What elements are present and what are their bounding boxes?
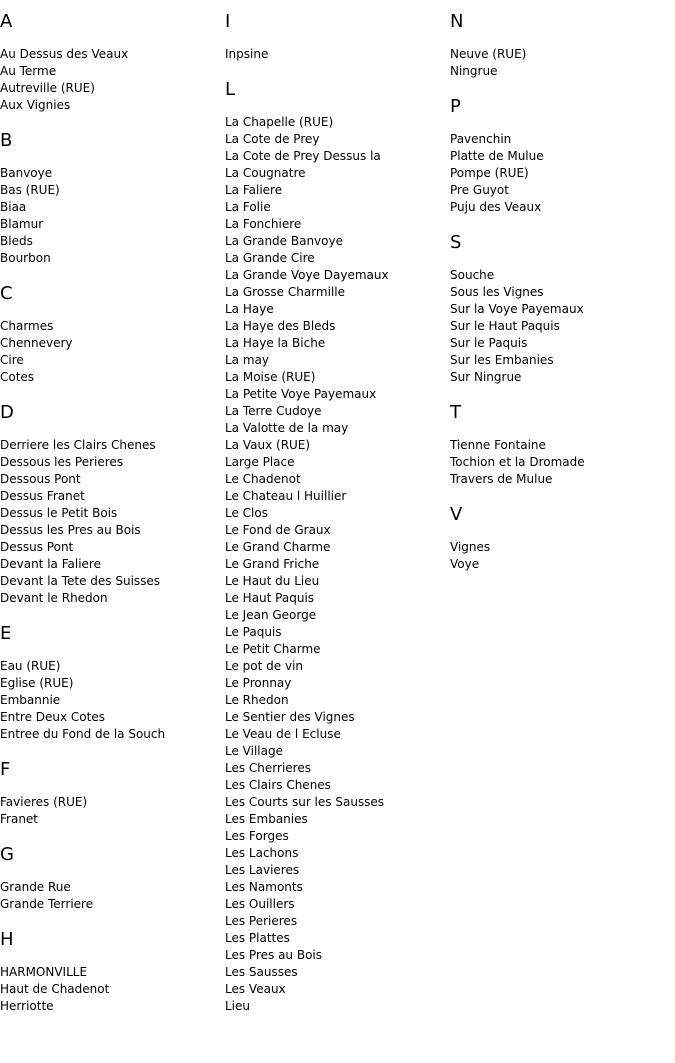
list-item: Tienne Fontaine (450, 438, 546, 452)
list-item: Les Veaux (225, 982, 286, 996)
list-item: Large Place (225, 455, 295, 469)
list-item: Herriotte (0, 999, 54, 1013)
list-item: Bourbon (0, 251, 51, 265)
list-item: Souche (450, 268, 495, 282)
list-item: Dessus le Petit Bois (0, 506, 118, 520)
list-item: Neuve (RUE) (450, 47, 527, 61)
list-item: Blamur (0, 217, 44, 231)
list-item: La Moise (RUE) (225, 370, 316, 384)
list-item: Le Haut Paquis (225, 591, 315, 605)
section-letter-heading: F (0, 759, 11, 780)
list-item: La may (225, 353, 269, 367)
list-item: Les Namonts (225, 880, 303, 894)
list-item: Devant la Faliere (0, 557, 101, 571)
list-item: Travers de Mulue (450, 472, 553, 486)
list-item: Bas (RUE) (0, 183, 60, 197)
list-item: Biaa (0, 200, 27, 214)
entry-list (0, 437, 222, 607)
list-item: Les Perieres (225, 914, 298, 928)
entry-list (0, 165, 222, 267)
entry-list (0, 879, 222, 913)
entry-list (450, 131, 672, 216)
list-item: La Grande Banvoye (225, 234, 343, 248)
entry-list (450, 437, 672, 488)
list-item: Le Haut du Lieu (225, 574, 320, 588)
list-item: Dessous les Perieres (0, 455, 124, 469)
list-item: Franet (0, 812, 39, 826)
list-item: Le Pronnay (225, 676, 292, 690)
list-item: La Cote de Prey Dessus la (225, 149, 381, 163)
list-item: La Haye (225, 302, 274, 316)
list-item: Les Lavieres (225, 863, 300, 877)
letter-section (450, 96, 672, 216)
entry-list (0, 46, 222, 114)
list-item: La Faliere (225, 183, 283, 197)
list-item: Sur la Voye Payemaux (450, 302, 584, 316)
list-item: La Haye des Bleds (225, 319, 336, 333)
list-item: Dessus Pont (0, 540, 74, 554)
letter-section (225, 11, 447, 63)
column-1 (0, 11, 222, 1031)
list-item: Sur Ningrue (450, 370, 522, 384)
list-item: HARMONVILLE (0, 965, 88, 979)
column-2 (225, 11, 447, 1031)
entry-list (225, 114, 447, 1015)
list-item: Haut de Chadenot (0, 982, 110, 996)
entry-list (0, 318, 222, 386)
column-3 (450, 11, 672, 589)
letter-section (0, 130, 222, 267)
list-item: Voye (450, 557, 480, 571)
list-item: La Cote de Prey (225, 132, 320, 146)
list-item: Le Paquis (225, 625, 282, 639)
list-item: La Grosse Charmille (225, 285, 345, 299)
list-item: Devant la Tete des Suisses (0, 574, 161, 588)
list-item: Pavenchin (450, 132, 512, 146)
list-item: Au Terme (0, 64, 57, 78)
list-item: Vignes (450, 540, 491, 554)
list-item: Les Forges (225, 829, 289, 843)
list-item: Le Village (225, 744, 283, 758)
list-item: La Grande Voye Dayemaux (225, 268, 389, 282)
list-item: Entree du Fond de la Souch (0, 727, 166, 741)
entry-list (450, 46, 672, 80)
list-item: Le pot de vin (225, 659, 304, 673)
list-item: Le Jean George (225, 608, 317, 622)
list-item: Le Rhedon (225, 693, 289, 707)
list-item: Devant le Rhedon (0, 591, 108, 605)
list-item: Grande Rue (0, 880, 71, 894)
section-letter-heading: V (450, 504, 463, 525)
section-letter-heading: A (0, 11, 13, 32)
section-letter-heading: S (450, 232, 462, 253)
list-item: La Terre Cudoye (225, 404, 322, 418)
list-item: Dessus les Pres au Bois (0, 523, 141, 537)
list-item: Cotes (0, 370, 35, 384)
list-item: La Valotte de la may (225, 421, 349, 435)
list-item: Au Dessus des Veaux (0, 47, 129, 61)
section-letter-heading: C (0, 283, 13, 304)
list-item: La Chapelle (RUE) (225, 115, 334, 129)
section-letter-heading: T (450, 402, 461, 423)
list-item: Lieu (225, 999, 251, 1013)
letter-section (0, 759, 222, 828)
entry-list (0, 964, 222, 1015)
entry-list (0, 658, 222, 743)
list-item: Sous les Vignes (450, 285, 544, 299)
list-item: Le Sentier des Vignes (225, 710, 355, 724)
list-item: Platte de Mulue (450, 149, 544, 163)
entry-list (450, 267, 672, 386)
section-letter-heading: D (0, 402, 14, 423)
entry-list (225, 46, 447, 63)
entry-list (0, 794, 222, 828)
list-item: Eau (RUE) (0, 659, 61, 673)
letter-section (0, 402, 222, 607)
section-letter-heading: G (0, 844, 14, 865)
list-item: Les Pres au Bois (225, 948, 323, 962)
section-letter-heading: H (0, 929, 14, 950)
letter-section (0, 283, 222, 386)
list-item: Charmes (0, 319, 54, 333)
list-item: Le Veau de l Ecluse (225, 727, 341, 741)
list-item: Pre Guyot (450, 183, 509, 197)
list-item: Inpsine (225, 47, 269, 61)
list-item: Pompe (RUE) (450, 166, 529, 180)
list-item: Ningrue (450, 64, 498, 78)
list-item: Eglise (RUE) (0, 676, 74, 690)
letter-section (0, 623, 222, 743)
list-item: Banvoye (0, 166, 53, 180)
letter-section (0, 929, 222, 1015)
list-item: Sur le Haut Paquis (450, 319, 560, 333)
list-item: Le Grand Friche (225, 557, 320, 571)
letter-section (225, 79, 447, 1015)
list-item: La Folie (225, 200, 271, 214)
list-item: Le Chadenot (225, 472, 301, 486)
list-item: Les Lachons (225, 846, 299, 860)
list-item: Le Clos (225, 506, 268, 520)
list-item: Cire (0, 353, 24, 367)
list-item: Les Clairs Chenes (225, 778, 331, 792)
list-item: Embannie (0, 693, 61, 707)
list-item: La Cougnatre (225, 166, 306, 180)
letter-section (450, 504, 672, 573)
letter-section (450, 232, 672, 386)
list-item: Tochion et la Dromade (450, 455, 585, 469)
list-item: Autreville (RUE) (0, 81, 95, 95)
list-item: Puju des Veaux (450, 200, 542, 214)
list-item: Le Fond de Graux (225, 523, 331, 537)
list-item: Les Embanies (225, 812, 308, 826)
list-item: Dessous Pont (0, 472, 81, 486)
list-item: Aux Vignies (0, 98, 71, 112)
list-item: Bleds (0, 234, 33, 248)
list-item: La Petite Voye Payemaux (225, 387, 377, 401)
list-item: Entre Deux Cotes (0, 710, 105, 724)
section-letter-heading: P (450, 96, 461, 117)
letter-section (450, 11, 672, 80)
entry-list (450, 539, 672, 573)
list-item: Derriere les Clairs Chenes (0, 438, 156, 452)
section-letter-heading: E (0, 623, 12, 644)
section-letter-heading: N (450, 11, 464, 32)
letter-section (0, 844, 222, 913)
section-letter-heading: I (225, 11, 231, 32)
letter-section (450, 402, 672, 488)
list-item: Le Chateau l Huillier (225, 489, 347, 503)
list-item: Dessus Franet (0, 489, 85, 503)
list-item: Les Sausses (225, 965, 298, 979)
list-item: Grande Terriere (0, 897, 94, 911)
section-letter-heading: B (0, 130, 13, 151)
list-item: Sur le Paquis (450, 336, 528, 350)
list-item: Le Grand Charme (225, 540, 331, 554)
list-item: La Grande Cire (225, 251, 315, 265)
list-item: Le Petit Charme (225, 642, 321, 656)
list-item: Favieres (RUE) (0, 795, 88, 809)
list-item: La Vaux (RUE) (225, 438, 311, 452)
list-item: Chennevery (0, 336, 73, 350)
list-item: Sur les Embanies (450, 353, 554, 367)
list-item: Les Ouillers (225, 897, 295, 911)
section-letter-heading: L (225, 79, 236, 100)
list-item: Les Courts sur les Sausses (225, 795, 385, 809)
list-item: Les Cherrieres (225, 761, 311, 775)
letter-section (0, 11, 222, 114)
list-item: Les Plattes (225, 931, 290, 945)
list-item: La Haye la Biche (225, 336, 326, 350)
list-item: La Fonchiere (225, 217, 302, 231)
